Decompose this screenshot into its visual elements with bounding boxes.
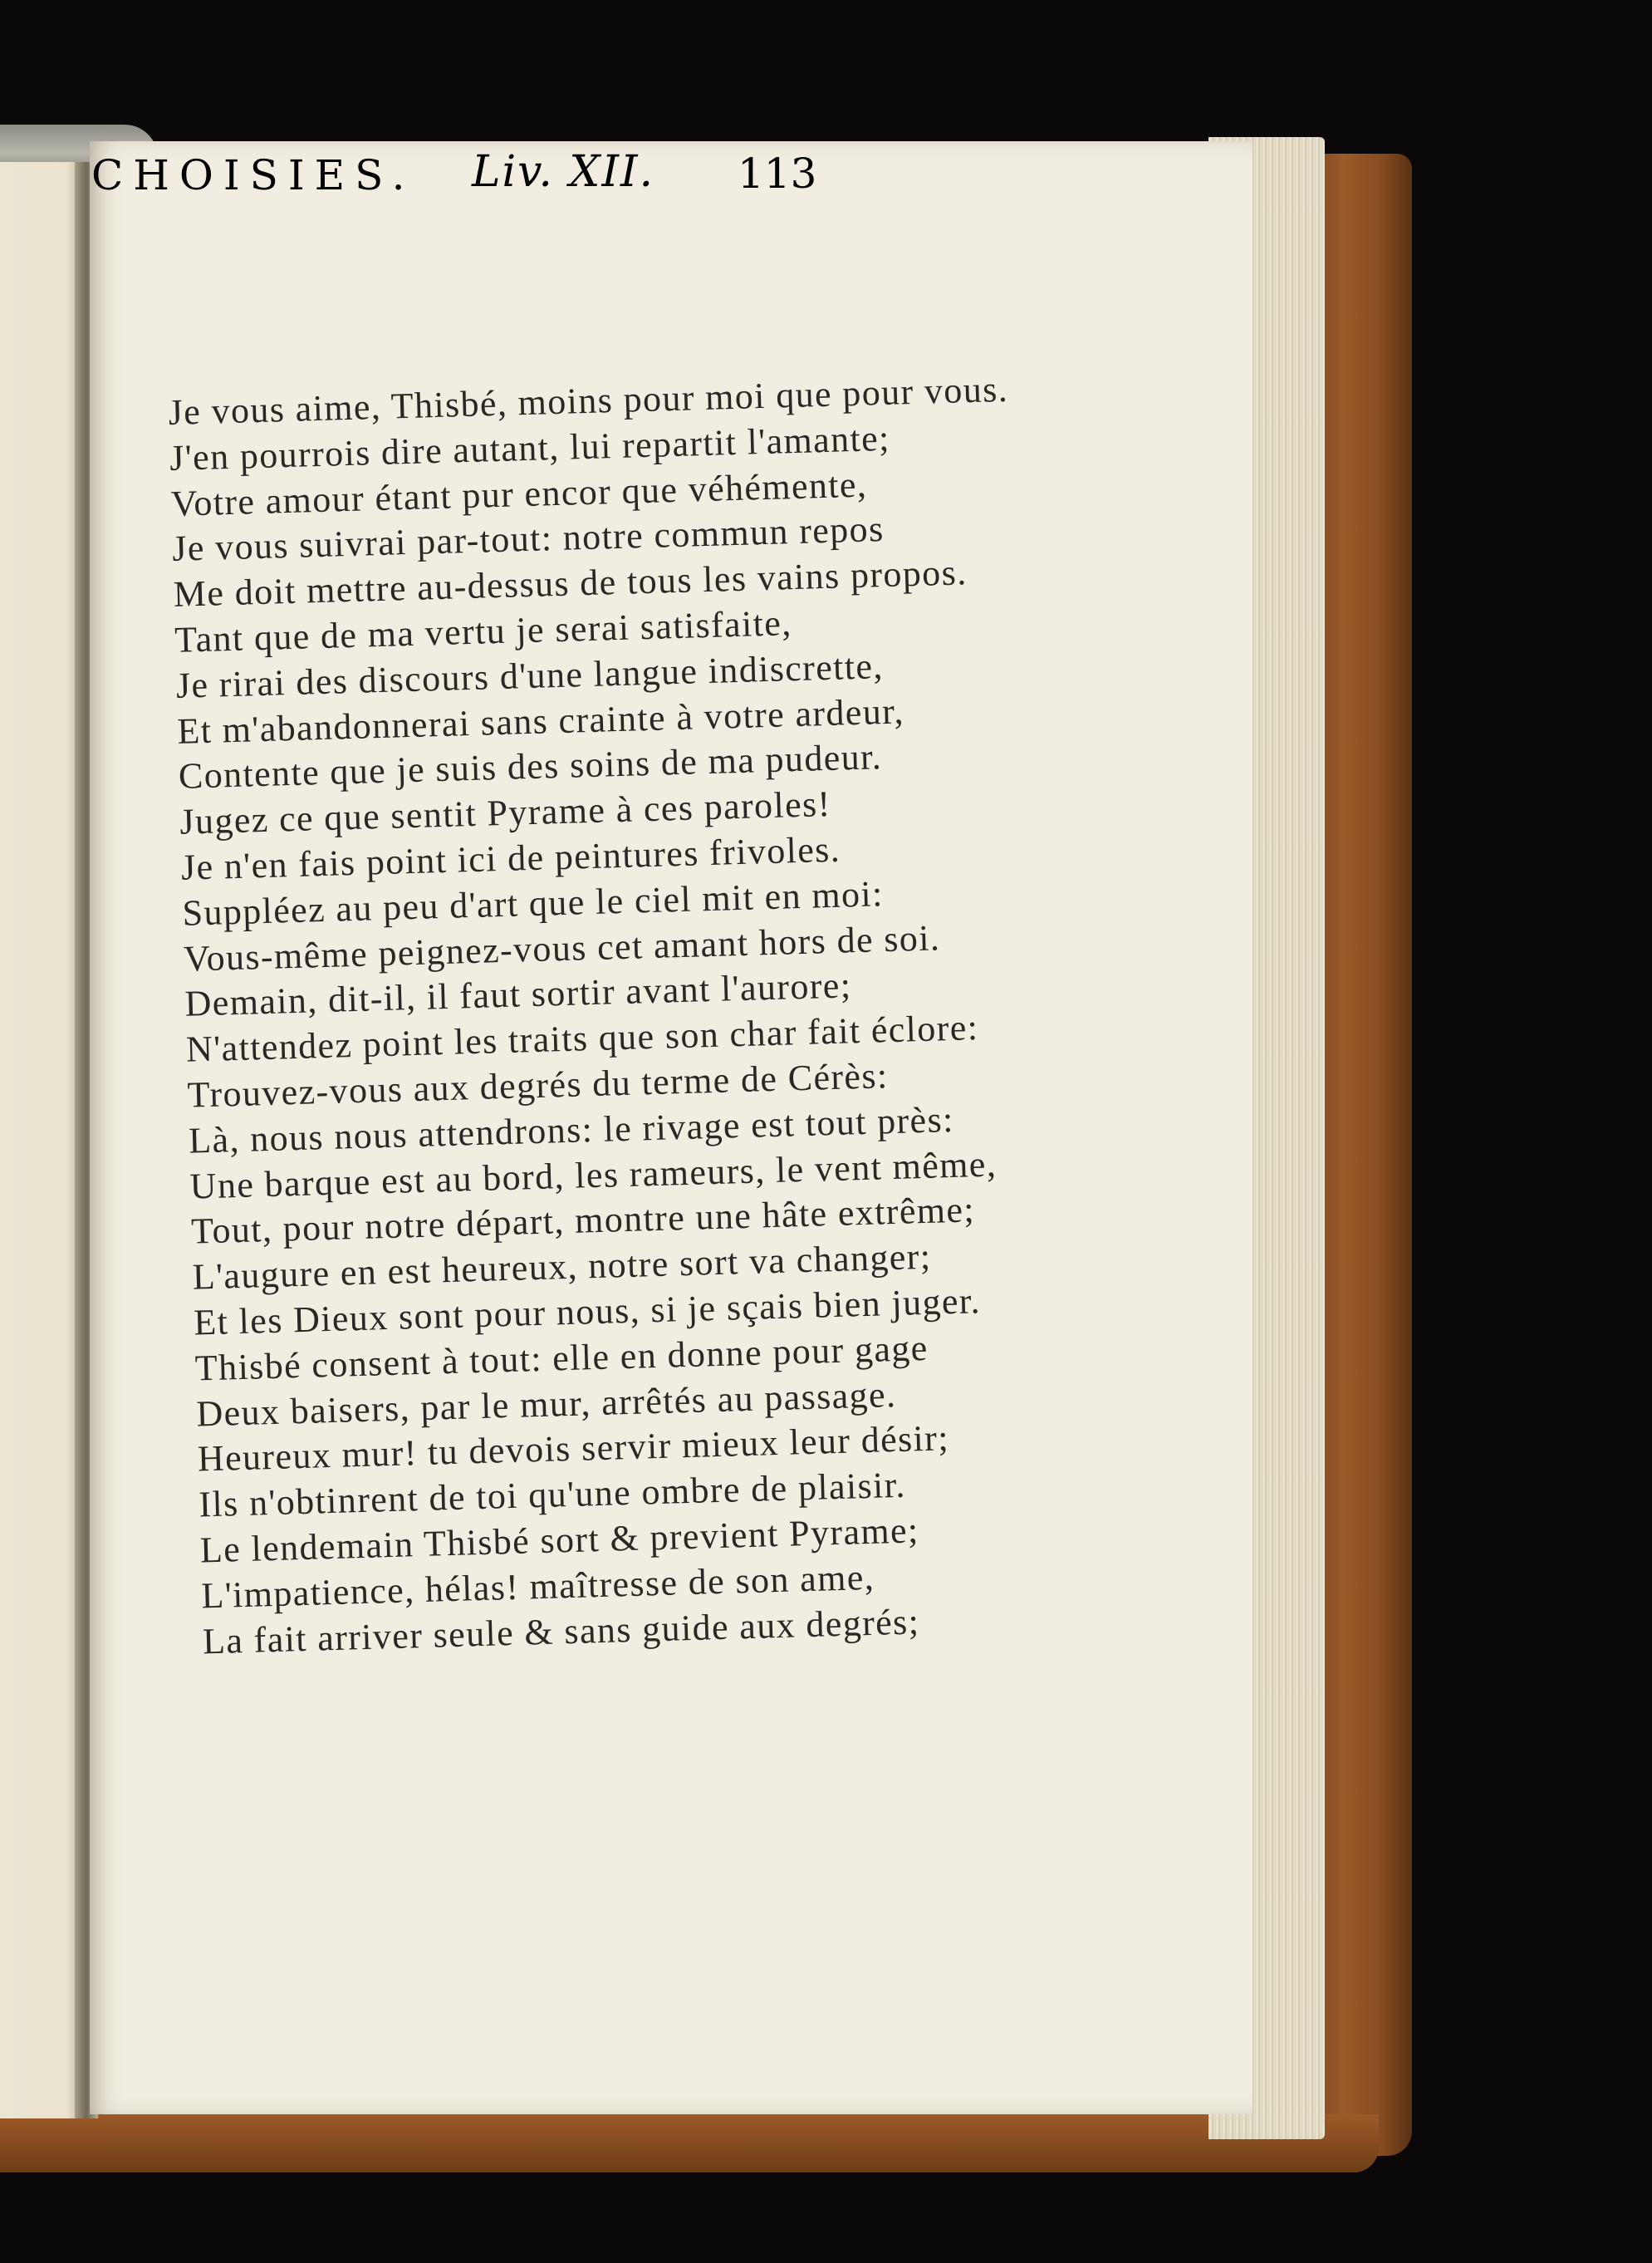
verse-line: Deux baisers, par le mur, arrêtés au passage.	[195, 1373, 897, 1435]
running-head-title: CHOISIES.	[91, 151, 415, 199]
verse-line: Tout, pour notre départ, montre une hâte extrême;	[190, 1189, 976, 1252]
verse-line: Là, nous nous attendrons: le rivage est tout près:	[188, 1098, 955, 1161]
verse-line: Me doit mettre au-dessus de tous les vains propos.	[173, 552, 968, 616]
book-cover-bottom	[0, 2114, 1379, 2172]
verse-line: La fait arriver seule & sans guide aux degrés;	[202, 1600, 920, 1662]
verse-line: Je vous aime, Thisbé, moins pour moi que pour vous.	[168, 368, 1009, 433]
verse-line: Thisbé consent à tout: elle en donne pour gage	[194, 1327, 929, 1389]
verse-line: L'impatience, hélas! maîtresse de son ame,	[200, 1556, 875, 1617]
verse-line: Heureux mur! tu devois servir mieux leur désir;	[197, 1417, 950, 1480]
verse-line: Tant que de ma vertu je serai satisfaite,	[174, 602, 793, 660]
verse-line: Une barque est au bord, les rameurs, le vent même,	[189, 1143, 998, 1207]
verse-line: Je vous suivrai par-tout: notre commun repos	[171, 508, 885, 570]
verse-line: Vous-même peignez-vous cet amant hors de soi.	[183, 916, 941, 979]
verse-line: Et les Dieux sont pour nous, si je sçais bien juger.	[193, 1280, 982, 1343]
page-number: 113	[738, 150, 817, 198]
verse-line: J'en pourrois dire autant, lui repartit l'amante;	[169, 417, 891, 479]
verse-line: Trouvez-vous aux degrés du terme de Cérès:	[187, 1055, 890, 1116]
verse-line: Ils n'obtinrent de toi qu'une ombre de plaisir.	[198, 1464, 907, 1525]
verse-line: L'augure en est heureux, notre sort va changer;	[192, 1235, 932, 1298]
verse-line: Votre amour étant pur encor que véhémente,	[170, 464, 868, 524]
left-page	[0, 162, 83, 2118]
verse-line: Le lendemain Thisbé sort & previent Pyrame;	[199, 1509, 920, 1571]
verse-line: Demain, dit-il, il faut sortir avant l'aurore;	[184, 965, 853, 1025]
verse-line: Jugez ce que sentit Pyrame à ces paroles!	[179, 783, 832, 842]
verse-line: Suppléez au peu d'art que le ciel mit en moi:	[181, 872, 885, 934]
verse-line: Je n'en fais point ici de peintures frivoles.	[180, 828, 841, 888]
verse-line: Je rirai des discours d'une langue indiscrette,	[175, 645, 885, 706]
running-head-book: Liv. XII.	[472, 147, 655, 197]
verse-line: Et m'abandonnerai sans crainte à votre ardeur,	[176, 690, 905, 752]
verse-line: N'attendez point les traits que son char fait éclore:	[185, 1007, 979, 1070]
verse-text	[168, 366, 1066, 1665]
verse-line: Contente que je suis des soins de ma pudeur.	[178, 736, 883, 798]
